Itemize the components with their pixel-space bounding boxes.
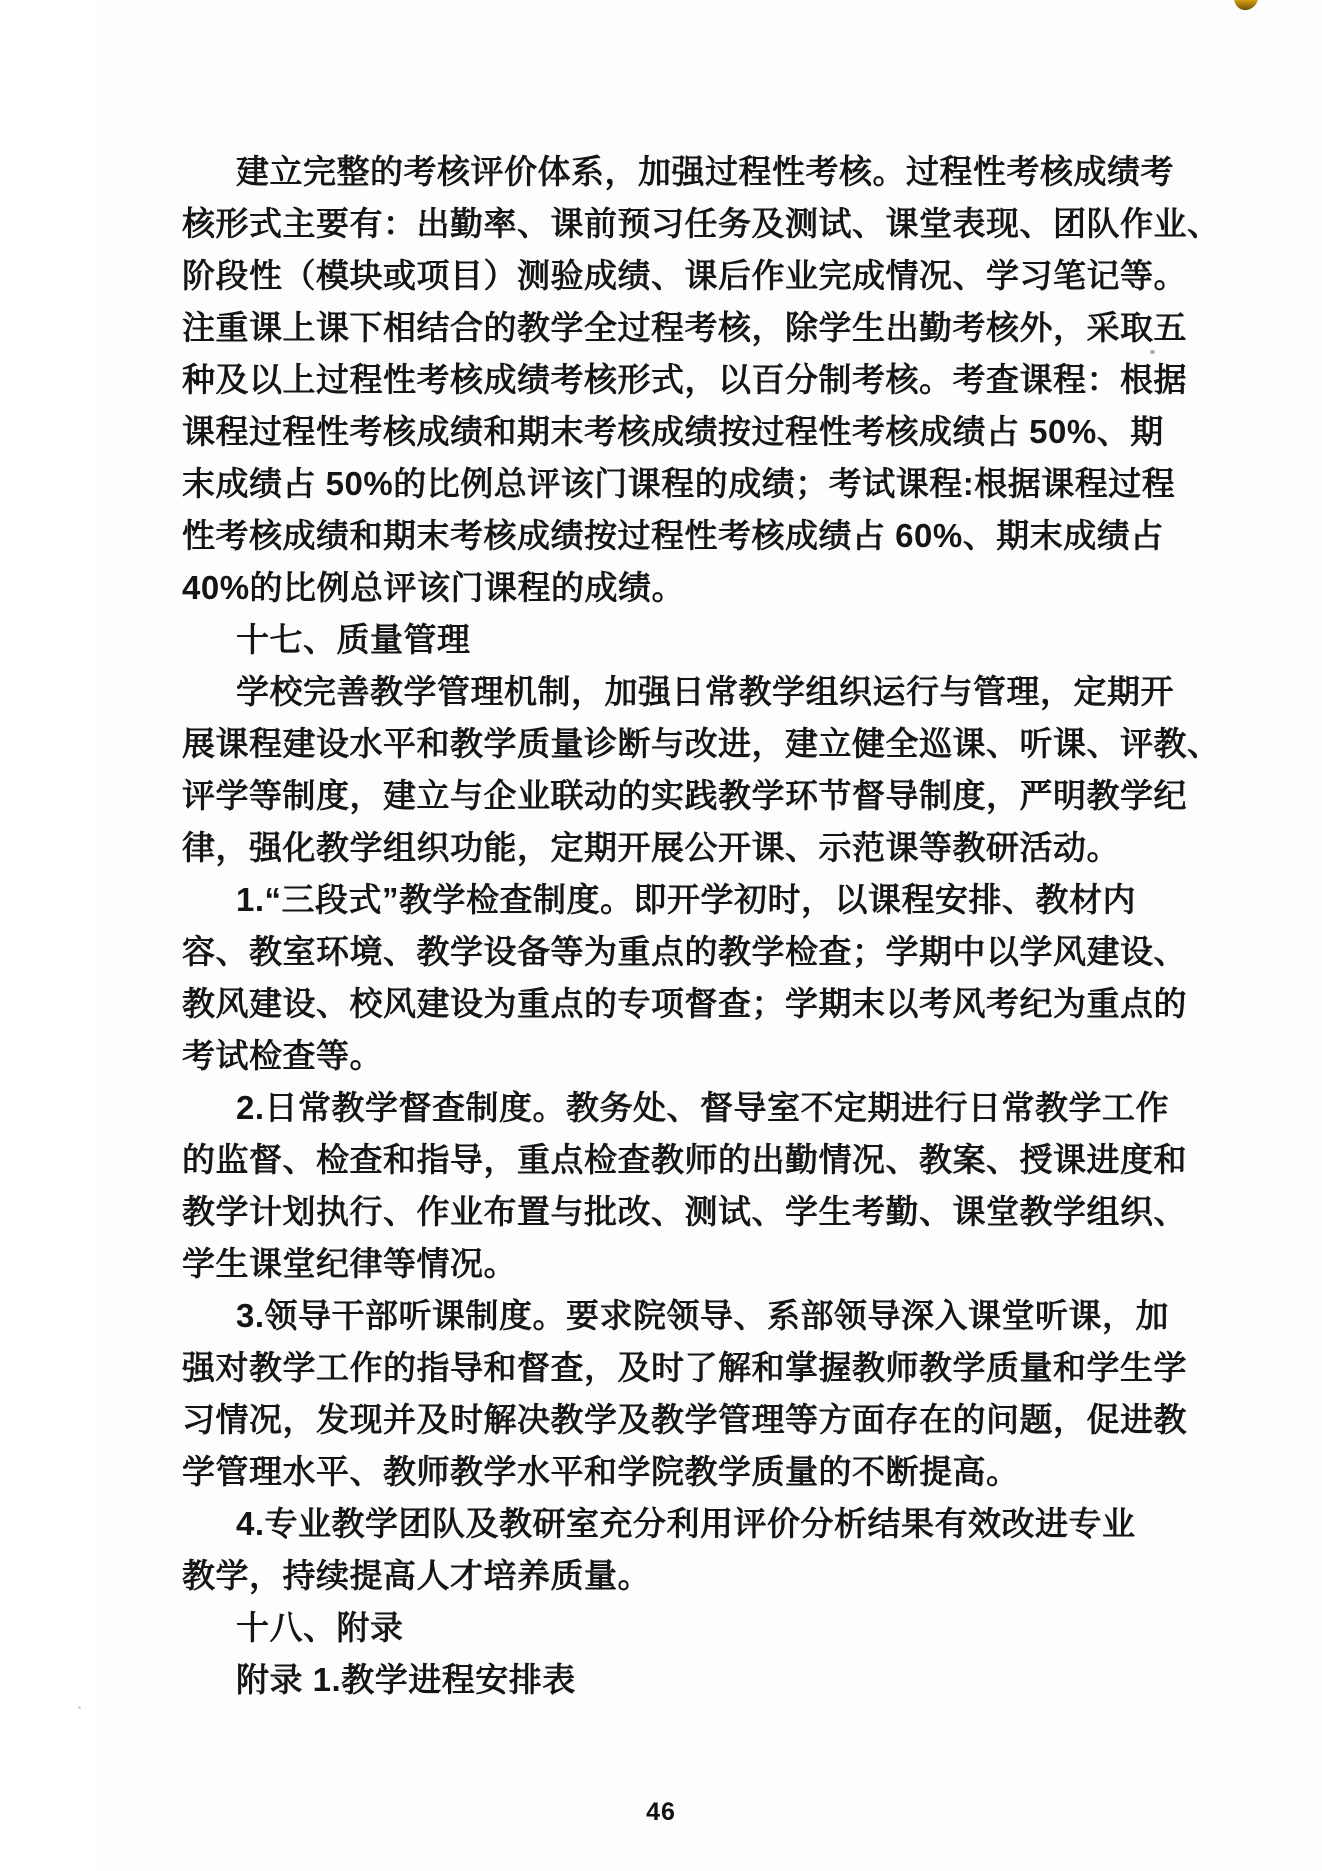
text-line: 学校完善教学管理机制，加强日常教学组织运行与管理，定期开	[236, 673, 1174, 710]
section-heading-18: 十八、附录	[236, 1609, 404, 1646]
gold-corner-mark-icon	[1231, 0, 1261, 15]
text-line: 容、教室环境、教学设备等为重点的教学检查；学期中以学风建设、	[182, 933, 1187, 970]
text-line: 的监督、检查和指导，重点检查教师的出勤情况、教案、授课进度和	[182, 1141, 1187, 1178]
text-line: 展课程建设水平和教学质量诊断与改进，建立健全巡课、听课、评教、	[182, 725, 1221, 762]
document-body	[182, 146, 1221, 1706]
list-item-4: 4.专业教学团队及教研室充分利用评价分析结果有效改进专业	[236, 1505, 1136, 1542]
text-line: 核形式主要有：出勤率、课前预习任务及测试、课堂表现、团队作业、	[182, 205, 1221, 242]
section-heading-17: 十七、质量管理	[236, 621, 471, 658]
text-line: 种及以上过程性考核成绩考核形式，以百分制考核。考查课程：根据	[182, 361, 1187, 398]
text-line: 学管理水平、教师教学水平和学院教学质量的不断提高。	[182, 1453, 1020, 1490]
scan-speck	[1150, 350, 1155, 354]
list-item-3: 3.领导干部听课制度。要求院领导、系部领导深入课堂听课，加	[236, 1297, 1170, 1334]
list-item-1: 1.“三段式”教学检查制度。即开学初时，以课程安排、教材内	[236, 881, 1137, 918]
text-line: 评学等制度，建立与企业联动的实践教学环节督导制度，严明教学纪	[182, 777, 1187, 814]
scan-speck	[78, 1706, 81, 1709]
list-item-2: 2.日常教学督查制度。教务处、督导室不定期进行日常教学工作	[236, 1089, 1170, 1126]
text-line: 性考核成绩和期末考核成绩按过程性考核成绩占 60%、期末成绩占	[182, 517, 1164, 554]
text-line: 注重课上课下相结合的教学全过程考核，除学生出勤考核外，采取五	[182, 309, 1187, 346]
text-line: 考试检查等。	[182, 1037, 383, 1074]
appendix-line: 附录 1.教学进程安排表	[236, 1661, 576, 1698]
text-line: 阶段性（模块或项目）测验成绩、课后作业完成情况、学习笔记等。	[182, 257, 1187, 294]
text-line: 40%的比例总评该门课程的成绩。	[182, 569, 686, 606]
text-line: 建立完整的考核评价体系，加强过程性考核。过程性考核成绩考	[236, 153, 1174, 190]
text-line: 教学，持续提高人才培养质量。	[182, 1557, 651, 1594]
text-line: 律，强化教学组织功能，定期开展公开课、示范课等教研活动。	[182, 829, 1120, 866]
text-line: 末成绩占 50%的比例总评该门课程的成绩；考试课程:根据课程过程	[182, 465, 1176, 502]
text-line: 教风建设、校风建设为重点的专项督查；学期末以考风考纪为重点的	[182, 985, 1187, 1022]
page-number: 46	[646, 1798, 676, 1826]
text-line: 课程过程性考核成绩和期末考核成绩按过程性考核成绩占 50%、期	[182, 413, 1164, 450]
text-line: 教学计划执行、作业布置与批改、测试、学生考勤、课堂教学组织、	[182, 1193, 1187, 1230]
text-line: 学生课堂纪律等情况。	[182, 1245, 517, 1282]
text-line: 强对教学工作的指导和督查，及时了解和掌握教师教学质量和学生学	[182, 1349, 1187, 1386]
scan-edge-shading	[0, 0, 96, 1871]
text-line: 习情况，发现并及时解决教学及教学管理等方面存在的问题，促进教	[182, 1401, 1187, 1438]
